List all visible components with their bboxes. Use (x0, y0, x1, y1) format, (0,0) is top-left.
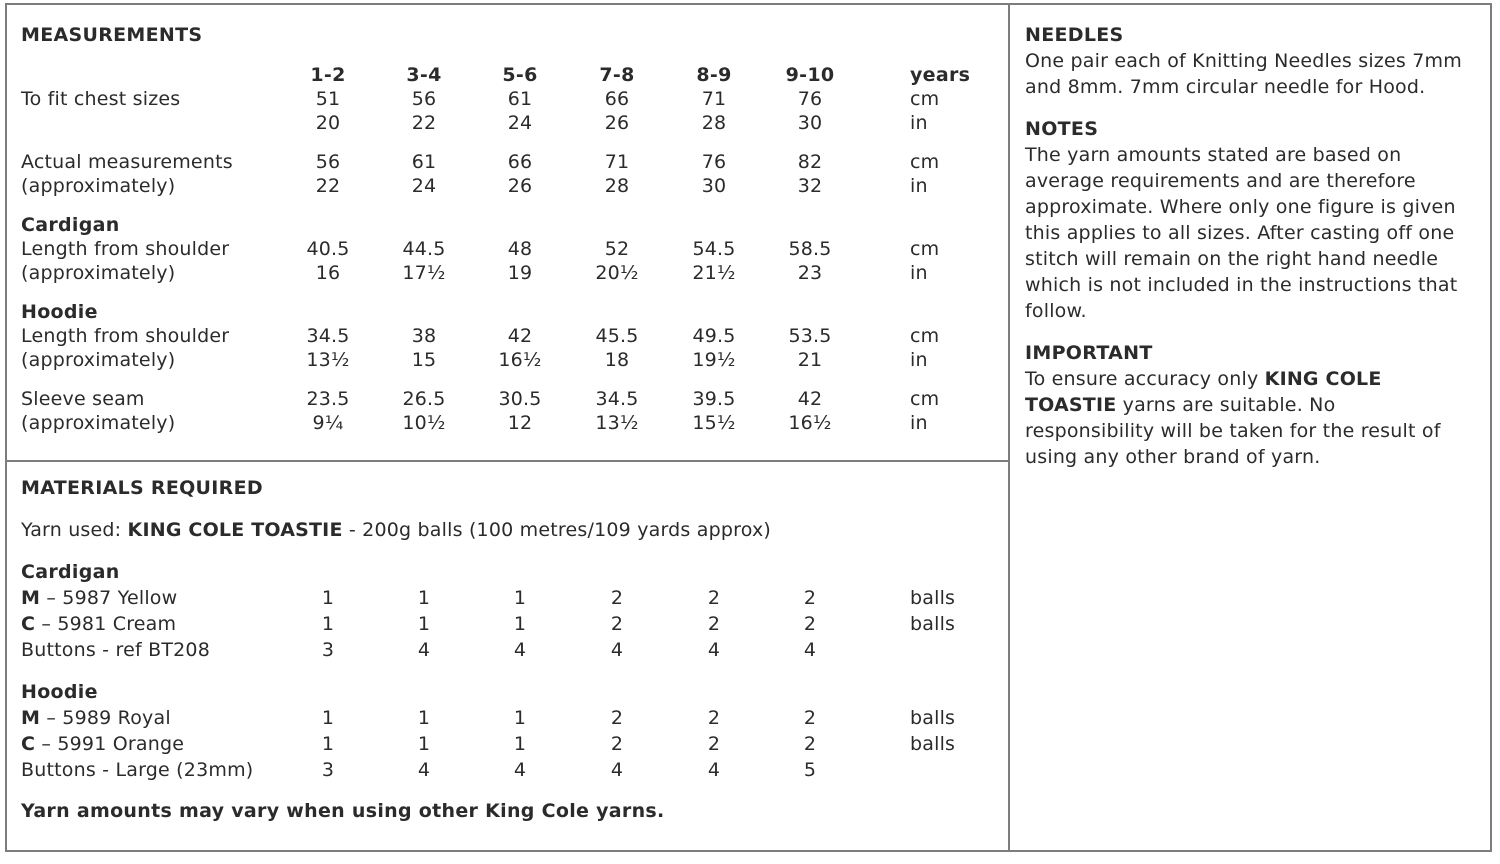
value-cell: 24 (411, 175, 437, 197)
row-sublabel: (approximately) (21, 412, 176, 434)
value-cell: 3 (321, 639, 335, 661)
yarn-prefix: Yarn used: (21, 519, 128, 541)
value-cell: 1 (417, 733, 431, 755)
value-cell: 4 (417, 639, 431, 661)
value-cell: 39.5 (692, 388, 736, 410)
yarn-code: M (21, 587, 41, 609)
value-cell: 18 (604, 349, 630, 371)
size-header: 5-6 (502, 64, 538, 86)
value-cell: 26.5 (402, 388, 446, 410)
value-cell: 26 (604, 112, 630, 134)
value-cell: 4 (417, 759, 431, 781)
row-label: Actual measurements (21, 151, 233, 173)
column-divider (1008, 3, 1010, 852)
value-cell: 56 (411, 88, 437, 110)
value-cell: 1 (321, 587, 335, 609)
unit-label: in (910, 412, 928, 434)
text-line: follow. (1025, 300, 1087, 322)
material-label: Buttons - Large (23mm) (21, 759, 254, 781)
value-cell: 1 (513, 587, 527, 609)
value-cell: 30 (797, 112, 823, 134)
unit-label: cm (910, 325, 940, 347)
material-label: Buttons - ref BT208 (21, 639, 210, 661)
value-cell: 23.5 (306, 388, 350, 410)
value-cell: 61 (507, 88, 533, 110)
row-sublabel: (approximately) (21, 349, 176, 371)
row-sublabel: (approximately) (21, 175, 176, 197)
material-label (21, 586, 177, 610)
value-cell: 56 (315, 151, 341, 173)
yarn-code: C (21, 613, 36, 635)
value-cell: 16 (315, 262, 341, 284)
text-line: One pair each of Knitting Needles sizes 7mm (1025, 50, 1462, 72)
brand-name: TOASTIE (1025, 394, 1117, 416)
row-label: Length from shoulder (21, 325, 230, 347)
value-cell: 3 (321, 759, 335, 781)
unit-label: balls (910, 613, 956, 635)
value-cell: 1 (321, 613, 335, 635)
value-cell: 42 (507, 325, 533, 347)
value-cell: 34.5 (306, 325, 350, 347)
yarn-suffix: - 200g balls (100 metres/109 yards approx) (342, 519, 772, 541)
value-cell: 71 (701, 88, 727, 110)
cardigan-materials-heading: Cardigan (21, 561, 120, 583)
value-cell: 4 (707, 639, 721, 661)
value-cell: 42 (797, 388, 823, 410)
unit-label: balls (910, 707, 956, 729)
value-cell: 28 (701, 112, 727, 134)
value-cell: 2 (610, 733, 624, 755)
value-cell: 1 (417, 587, 431, 609)
value-cell: 1 (513, 707, 527, 729)
value-cell: 10½ (402, 412, 446, 434)
value-cell: 30 (701, 175, 727, 197)
value-cell: 1 (321, 707, 335, 729)
text-span: yarns are suitable. No (1116, 394, 1336, 416)
row-label: Length from shoulder (21, 238, 230, 260)
value-cell: 2 (803, 587, 817, 609)
notes-text (1025, 142, 1457, 324)
text-line: this applies to all sizes. After casting off one (1025, 222, 1455, 244)
value-cell: 2 (707, 613, 721, 635)
years-label: years (910, 64, 971, 86)
text-line (1025, 392, 1441, 418)
value-cell: 21 (797, 349, 823, 371)
value-cell: 13½ (595, 412, 639, 434)
value-cell: 2 (610, 587, 624, 609)
value-cell: 19 (507, 262, 533, 284)
value-cell: 5 (803, 759, 817, 781)
value-cell: 76 (701, 151, 727, 173)
unit-label: balls (910, 733, 956, 755)
needles-text (1025, 48, 1462, 100)
value-cell: 17½ (402, 262, 446, 284)
value-cell: 26 (507, 175, 533, 197)
value-cell: 51 (315, 88, 341, 110)
size-header: 9-10 (785, 64, 835, 86)
value-cell: 54.5 (692, 238, 736, 260)
value-cell: 1 (417, 707, 431, 729)
row-label: To fit chest sizes (21, 88, 181, 110)
value-cell: 2 (803, 707, 817, 729)
hoodie-materials-heading: Hoodie (21, 681, 98, 703)
hoodie-heading: Hoodie (21, 301, 98, 323)
value-cell: 2 (707, 587, 721, 609)
yarn-code: M (21, 707, 41, 729)
material-label (21, 732, 184, 756)
value-cell: 15 (411, 349, 437, 371)
unit-label: in (910, 175, 928, 197)
text-line: and 8mm. 7mm circular needle for Hood. (1025, 76, 1426, 98)
value-cell: 2 (803, 733, 817, 755)
text-line (1025, 366, 1441, 392)
value-cell: 2 (610, 707, 624, 729)
size-header: 1-2 (310, 64, 346, 86)
row-sublabel: (approximately) (21, 262, 176, 284)
text-line: stitch will remain on the right hand needle (1025, 248, 1439, 270)
text-line: average requirements and are therefore (1025, 170, 1416, 192)
value-cell: 66 (507, 151, 533, 173)
value-cell: 61 (411, 151, 437, 173)
brand-name: KING COLE (1264, 368, 1382, 390)
section-divider (5, 460, 1009, 462)
value-cell: 44.5 (402, 238, 446, 260)
value-cell: 76 (797, 88, 823, 110)
value-cell: 1 (417, 613, 431, 635)
unit-label: cm (910, 151, 940, 173)
unit-label: cm (910, 88, 940, 110)
text-line: responsibility will be taken for the result of (1025, 420, 1441, 442)
row-label: Sleeve seam (21, 388, 145, 410)
value-cell: 12 (507, 412, 533, 434)
unit-label: in (910, 349, 928, 371)
value-cell: 16½ (788, 412, 832, 434)
yarn-name: KING COLE TOASTIE (127, 519, 343, 541)
text-line: The yarn amounts stated are based on (1025, 144, 1402, 166)
value-cell: 53.5 (788, 325, 832, 347)
value-cell: 28 (604, 175, 630, 197)
value-cell: 21½ (692, 262, 736, 284)
value-cell: 4 (513, 759, 527, 781)
yarn-desc: – 5987 Yellow (40, 587, 178, 609)
unit-label: cm (910, 388, 940, 410)
value-cell: 32 (797, 175, 823, 197)
value-cell: 19½ (692, 349, 736, 371)
value-cell: 66 (604, 88, 630, 110)
needles-heading: NEEDLES (1025, 24, 1124, 46)
measurements-heading: MEASUREMENTS (21, 24, 203, 46)
value-cell: 22 (315, 175, 341, 197)
value-cell: 22 (411, 112, 437, 134)
value-cell: 20 (315, 112, 341, 134)
value-cell: 48 (507, 238, 533, 260)
value-cell: 82 (797, 151, 823, 173)
important-text (1025, 366, 1441, 470)
value-cell: 24 (507, 112, 533, 134)
unit-label: cm (910, 238, 940, 260)
value-cell: 4 (707, 759, 721, 781)
yarn-code: C (21, 733, 36, 755)
unit-label: in (910, 262, 928, 284)
value-cell: 58.5 (788, 238, 832, 260)
cardigan-heading: Cardigan (21, 214, 120, 236)
value-cell: 16½ (498, 349, 542, 371)
value-cell: 23 (797, 262, 823, 284)
value-cell: 15½ (692, 412, 736, 434)
value-cell: 71 (604, 151, 630, 173)
value-cell: 45.5 (595, 325, 639, 347)
value-cell: 4 (513, 639, 527, 661)
value-cell: 38 (411, 325, 437, 347)
value-cell: 2 (610, 613, 624, 635)
value-cell: 34.5 (595, 388, 639, 410)
value-cell: 4 (610, 759, 624, 781)
value-cell: 1 (321, 733, 335, 755)
notes-heading: NOTES (1025, 118, 1099, 140)
value-cell: 2 (707, 707, 721, 729)
materials-footer-note: Yarn amounts may vary when using other King Cole yarns. (21, 800, 665, 822)
value-cell: 1 (513, 733, 527, 755)
yarn-desc: – 5989 Royal (40, 707, 171, 729)
text-span: To ensure accuracy only (1025, 368, 1265, 390)
value-cell: 4 (803, 639, 817, 661)
size-header: 8-9 (696, 64, 732, 86)
unit-label: balls (910, 587, 956, 609)
value-cell: 30.5 (498, 388, 542, 410)
value-cell: 40.5 (306, 238, 350, 260)
size-header: 3-4 (406, 64, 442, 86)
yarn-desc: – 5991 Orange (35, 733, 185, 755)
yarn-used-line (21, 518, 771, 542)
materials-heading: MATERIALS REQUIRED (21, 477, 263, 499)
value-cell: 52 (604, 238, 630, 260)
material-label (21, 612, 176, 636)
value-cell: 2 (803, 613, 817, 635)
value-cell: 49.5 (692, 325, 736, 347)
unit-label: in (910, 112, 928, 134)
value-cell: 20½ (595, 262, 639, 284)
value-cell: 1 (513, 613, 527, 635)
yarn-desc: – 5981 Cream (35, 613, 177, 635)
value-cell: 2 (707, 733, 721, 755)
value-cell: 9¼ (312, 412, 344, 434)
text-line: using any other brand of yarn. (1025, 446, 1321, 468)
text-line: which is not included in the instructions that (1025, 274, 1458, 296)
value-cell: 13½ (306, 349, 350, 371)
value-cell: 4 (610, 639, 624, 661)
important-heading: IMPORTANT (1025, 342, 1153, 364)
text-line: approximate. Where only one figure is given (1025, 196, 1456, 218)
size-header: 7-8 (599, 64, 635, 86)
material-label (21, 706, 171, 730)
